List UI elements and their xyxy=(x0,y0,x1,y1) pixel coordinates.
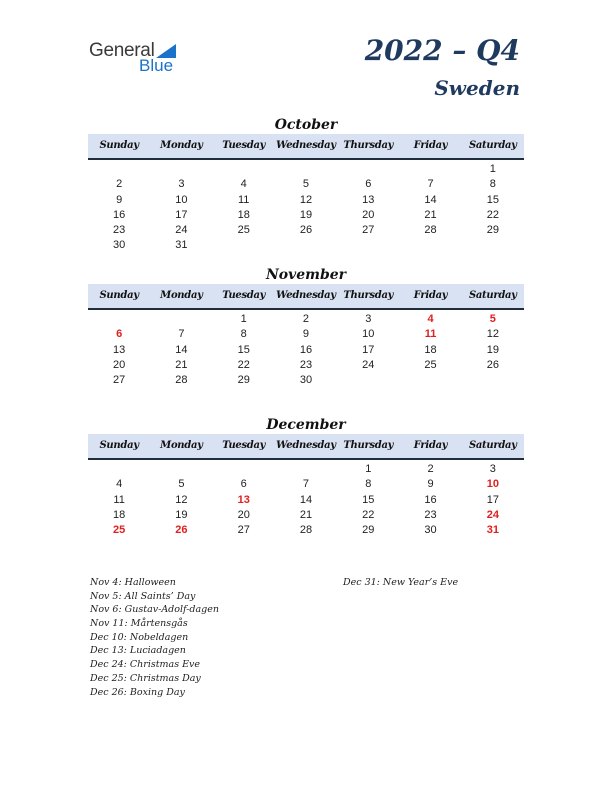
day-cell: 25 xyxy=(113,524,126,537)
week-row xyxy=(88,508,524,523)
holiday-list-left xyxy=(90,576,219,699)
day-cell: 30 xyxy=(113,239,126,252)
weekday-label: Thursday xyxy=(343,440,394,451)
day-cell: 21 xyxy=(175,358,188,371)
empty-day-cell xyxy=(88,312,150,327)
day-cell: 26 xyxy=(175,524,188,537)
day-cell: 24 xyxy=(175,224,188,237)
logo-word-blue: Blue xyxy=(139,56,174,75)
day-cell: 1 xyxy=(365,463,372,475)
day-cell: 25 xyxy=(237,224,250,237)
day-cell: 10 xyxy=(362,328,375,341)
week-row xyxy=(88,177,524,192)
week-row xyxy=(88,327,524,342)
day-cell: 14 xyxy=(424,193,437,206)
week-row xyxy=(88,358,524,373)
day-cell: 27 xyxy=(237,524,250,537)
day-cell: 20 xyxy=(113,358,126,371)
day-cell: 29 xyxy=(486,224,499,237)
day-cell: 31 xyxy=(486,524,499,537)
day-cell: 6 xyxy=(116,328,123,341)
day-cell: 6 xyxy=(240,478,247,491)
day-cell: 18 xyxy=(237,208,250,221)
day-cell: 19 xyxy=(175,508,188,521)
weekday-label: Monday xyxy=(160,140,203,151)
week-row xyxy=(88,193,524,208)
page-title: 2022 – Q4 xyxy=(364,34,520,67)
empty-day-cell xyxy=(88,462,150,477)
empty-day-cell xyxy=(399,238,461,253)
weekday-label: Wednesday xyxy=(276,290,336,301)
day-cell: 15 xyxy=(237,343,250,356)
holiday-note: Nov 11: Mårtensgås xyxy=(90,618,188,630)
day-cell: 2 xyxy=(116,178,123,191)
empty-day-cell xyxy=(275,162,337,177)
week-row xyxy=(88,162,524,177)
weekday-label: Friday xyxy=(413,140,448,151)
month-title: November xyxy=(265,267,347,283)
day-cell: 8 xyxy=(365,478,372,491)
holiday-note: Dec 24: Christmas Eve xyxy=(90,659,201,671)
day-cell: 9 xyxy=(302,328,310,341)
weekday-label: Sunday xyxy=(99,290,139,301)
day-cell: 3 xyxy=(365,313,372,325)
day-cell: 10 xyxy=(175,193,188,206)
empty-day-cell xyxy=(213,238,275,253)
weekday-label: Monday xyxy=(160,290,203,301)
day-cell: 9 xyxy=(427,478,434,491)
day-cell: 30 xyxy=(424,524,437,537)
day-cell: 12 xyxy=(299,193,313,206)
day-cell: 7 xyxy=(427,178,434,191)
day-cell: 17 xyxy=(175,208,188,221)
week-row xyxy=(88,477,524,492)
day-cell: 7 xyxy=(178,328,185,341)
day-cell: 2 xyxy=(427,463,434,475)
weekday-label: Saturday xyxy=(468,290,517,301)
empty-day-cell xyxy=(275,238,337,253)
day-cell: 27 xyxy=(113,374,126,387)
month-title: October xyxy=(274,117,338,133)
weekday-label: Saturday xyxy=(468,140,517,151)
empty-day-cell xyxy=(399,162,461,177)
day-cell: 9 xyxy=(116,193,123,206)
empty-day-cell xyxy=(88,162,150,177)
week-row xyxy=(88,343,524,358)
day-cell: 2 xyxy=(302,313,310,325)
week-row xyxy=(88,238,524,253)
empty-day-cell xyxy=(213,162,275,177)
day-cell: 24 xyxy=(362,358,375,371)
day-cell: 18 xyxy=(113,508,126,521)
weekday-label: Sunday xyxy=(99,440,139,451)
day-cell: 5 xyxy=(302,178,310,191)
holiday-note: Nov 5: All Saints’ Day xyxy=(90,590,196,602)
week-row xyxy=(88,373,524,388)
holiday-note: Dec 31: New Year’s Eve xyxy=(343,577,459,588)
day-cell: 18 xyxy=(424,343,437,356)
empty-day-cell xyxy=(150,162,212,177)
weekday-label: Tuesday xyxy=(222,290,266,301)
day-cell: 21 xyxy=(299,508,313,521)
day-cell: 14 xyxy=(175,343,188,356)
day-cell: 21 xyxy=(424,208,437,221)
weekday-label: Monday xyxy=(160,440,203,451)
empty-day-cell xyxy=(337,373,399,388)
empty-day-cell xyxy=(275,462,337,477)
day-cell: 15 xyxy=(362,493,375,506)
weekday-header-row xyxy=(88,434,524,460)
weekday-label: Thursday xyxy=(343,140,394,151)
weekday-label: Wednesday xyxy=(276,140,336,151)
day-cell: 17 xyxy=(362,343,375,356)
day-cell: 16 xyxy=(113,208,126,221)
day-cell: 13 xyxy=(237,493,250,506)
month-calendar-2 xyxy=(88,416,524,538)
day-cell: 24 xyxy=(486,508,499,521)
day-cell: 19 xyxy=(299,208,313,221)
empty-day-cell xyxy=(337,162,399,177)
logo-word-general: General xyxy=(89,40,155,61)
country-name: Sweden xyxy=(434,76,520,100)
day-cell: 31 xyxy=(175,239,188,252)
day-cell: 29 xyxy=(362,524,375,537)
day-cell: 30 xyxy=(299,374,313,387)
month-calendar-1 xyxy=(88,266,524,388)
holiday-note: Dec 13: Luciadagen xyxy=(90,645,186,657)
day-cell: 14 xyxy=(299,493,313,506)
week-row xyxy=(88,493,524,508)
weekday-label: Tuesday xyxy=(222,440,266,451)
weekday-label: Friday xyxy=(413,290,448,301)
day-cell: 26 xyxy=(299,224,313,237)
weekday-header-row xyxy=(88,284,524,310)
day-cell: 23 xyxy=(113,224,126,237)
holiday-note: Dec 26: Boxing Day xyxy=(90,686,185,698)
day-cell: 23 xyxy=(424,508,437,521)
day-cell: 12 xyxy=(486,328,499,341)
day-cell: 16 xyxy=(424,493,437,506)
day-cell: 4 xyxy=(240,178,247,191)
day-cell: 7 xyxy=(302,478,310,491)
day-cell: 4 xyxy=(427,313,434,325)
day-cell: 22 xyxy=(362,508,375,521)
week-row xyxy=(88,523,524,538)
holiday-note: Nov 6: Gustav-Adolf-dagen xyxy=(90,604,219,616)
holiday-note: Dec 10: Nobeldagen xyxy=(90,631,189,643)
day-cell: 1 xyxy=(489,163,496,175)
day-cell: 17 xyxy=(486,493,499,506)
weekday-label: Tuesday xyxy=(222,140,266,151)
day-cell: 8 xyxy=(240,328,247,341)
day-cell: 12 xyxy=(175,493,188,506)
day-cell: 10 xyxy=(486,478,499,491)
day-cell: 28 xyxy=(175,374,188,387)
day-cell: 22 xyxy=(486,208,499,221)
generalblue-logo xyxy=(89,40,189,80)
day-cell: 20 xyxy=(237,508,250,521)
weekday-header-row xyxy=(88,134,524,160)
day-cell: 28 xyxy=(299,524,313,537)
day-cell: 26 xyxy=(486,358,499,371)
day-cell: 15 xyxy=(486,193,499,206)
day-cell: 4 xyxy=(116,478,123,491)
day-cell: 6 xyxy=(365,178,372,191)
day-cell: 5 xyxy=(489,313,496,325)
day-cell: 8 xyxy=(489,178,496,191)
empty-day-cell xyxy=(213,462,275,477)
day-cell: 3 xyxy=(489,463,496,475)
weekday-label: Wednesday xyxy=(276,440,336,451)
weekday-label: Sunday xyxy=(99,140,139,151)
day-cell: 11 xyxy=(113,493,125,506)
month-calendar-0 xyxy=(88,116,524,254)
day-cell: 13 xyxy=(362,193,375,206)
empty-day-cell xyxy=(150,312,212,327)
day-cell: 5 xyxy=(178,478,185,491)
day-cell: 28 xyxy=(424,224,437,237)
empty-day-cell xyxy=(462,238,524,253)
day-cell: 3 xyxy=(178,178,185,191)
day-cell: 11 xyxy=(237,193,250,206)
day-cell: 20 xyxy=(362,208,375,221)
month-title: December xyxy=(266,417,346,433)
day-cell: 27 xyxy=(362,224,375,237)
day-cell: 13 xyxy=(113,343,126,356)
week-row xyxy=(88,208,524,223)
empty-day-cell xyxy=(462,373,524,388)
week-row xyxy=(88,223,524,238)
holiday-note: Dec 25: Christmas Day xyxy=(90,672,201,684)
holiday-list-right xyxy=(343,576,458,590)
weekday-label: Friday xyxy=(413,440,448,451)
day-cell: 16 xyxy=(299,343,313,356)
day-cell: 22 xyxy=(237,358,250,371)
empty-day-cell xyxy=(399,373,461,388)
weekday-label: Saturday xyxy=(468,440,517,451)
day-cell: 1 xyxy=(240,313,247,325)
week-row xyxy=(88,312,524,327)
weekday-label: Thursday xyxy=(343,290,394,301)
day-cell: 19 xyxy=(486,343,499,356)
day-cell: 23 xyxy=(299,358,313,371)
empty-day-cell xyxy=(150,462,212,477)
empty-day-cell xyxy=(337,238,399,253)
week-row xyxy=(88,462,524,477)
day-cell: 11 xyxy=(424,328,437,341)
day-cell: 25 xyxy=(424,358,437,371)
holiday-note: Nov 4: Halloween xyxy=(90,577,176,588)
day-cell: 29 xyxy=(237,374,250,387)
